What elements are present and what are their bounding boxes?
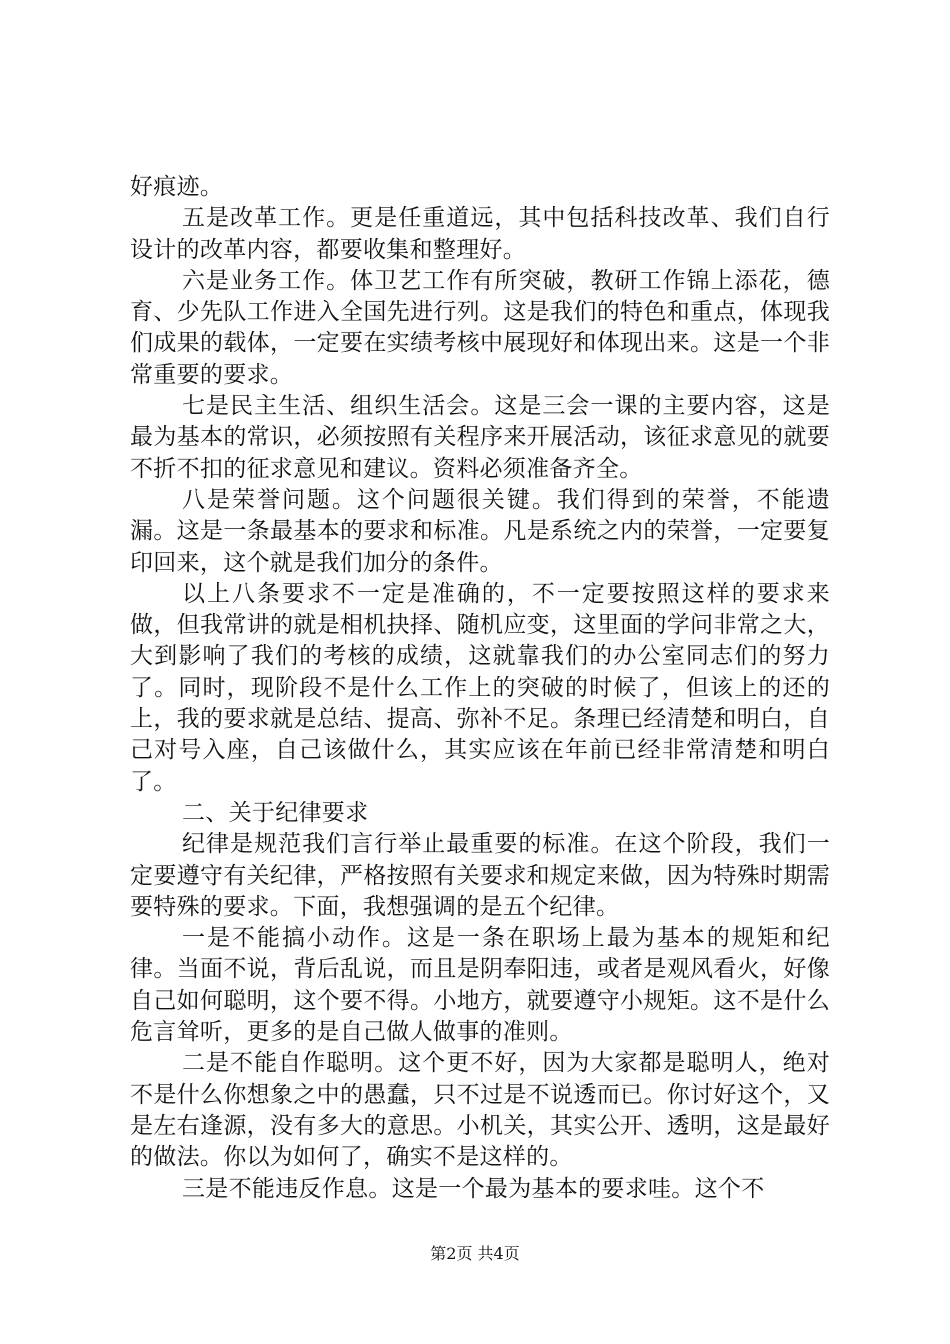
- paragraph-5: 八是荣誉问题。这个问题很关键。我们得到的荣誉，不能遗漏。这是一条最基本的要求和标准。凡是系统之内的荣誉，一定要复印回来，这个就是我们加分的条件。: [130, 486, 830, 576]
- paragraph-2: 五是改革工作。更是任重道远，其中包括科技改革、我们自行设计的改革内容，都要收集和整理好。: [130, 205, 830, 263]
- paragraph-8: 纪律是规范我们言行举止最重要的标准。在这个阶段，我们一定要遵守有关纪律，严格按照有关要求和规定来做，因为特殊时期需要特殊的要求。下面，我想强调的是五个纪律。: [130, 831, 830, 920]
- paragraph-3: 六是业务工作。体卫艺工作有所突破，教研工作锦上添花，德育、少先队工作进入全国先进行列。这是我们的特色和重点，体现我们成果的载体，一定要在实绩考核中展现好和体现出来。这是一个非常重要的要求。: [130, 267, 830, 388]
- paragraph-4: 七是民主生活、组织生活会。这是三会一课的主要内容，这是最为基本的常识，必须按照有关程序来开展活动，该征求意见的就要不折不扣的征求意见和建议。资料必须准备齐全。: [130, 393, 830, 482]
- paragraph-11: 三是不能违反作息。这是一个最为基本的要求哇。这个不: [182, 1175, 765, 1202]
- paragraph-9: 一是不能搞小动作。这是一条在职场上最为基本的规矩和纪律。当面不说，背后乱说，而且是阴奉阳违，或者是观风看火，好像自己如何聪明，这个要不得。小地方，就要遵守小规矩。这不是什么危言耸听，更多的是自己做人做事的准则。: [130, 925, 830, 1046]
- paragraph-10: 二是不能自作聪明。这个更不好，因为大家都是聪明人，绝对不是什么你想象之中的愚蠢，只不过是不说透而已。你讨好这个，又是左右逢源，没有多大的意思。小机关，其实公开、透明，这是最好的做法。你以为如何了，确实不是这样的。: [130, 1050, 830, 1171]
- document-body: [130, 172, 830, 1205]
- paragraph-6: 以上八条要求不一定是准确的，不一定要按照这样的要求来做，但我常讲的就是相机抉择、随机应变，这里面的学问非常之大，大到影响了我们的考核的成绩，这就靠我们的办公室同志们的努力了。同时，现阶段不是什么工作上的突破的时候了，但该上的还的上，我的要求就是总结、提高、弥补不足。条理已经清楚和明白，自己对号入座，自己该做什么，其实应该在年前已经非常清楚和明白了。: [130, 580, 830, 795]
- paragraph-1: 好痕迹。: [130, 174, 224, 200]
- section-heading: 二、关于纪律要求: [182, 799, 369, 826]
- page-number-footer: 第2页 共4页: [430, 1244, 520, 1263]
